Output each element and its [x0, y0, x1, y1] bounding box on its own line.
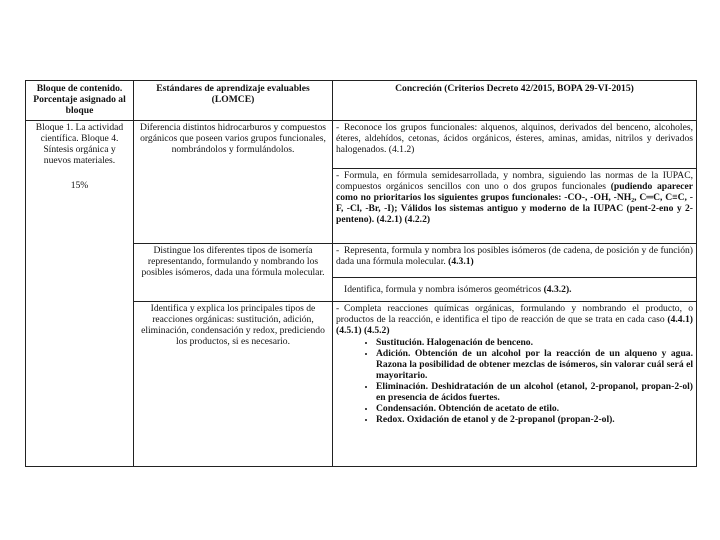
list-item: • Sustitución. Halogenación de benceno.	[376, 337, 693, 348]
list-item: • Adición. Obtención de un alcohol por la reacción de un alqueno y agua. Razona la posibilidad de obtener mezclas de isómeros, sin valorar cuál será el mayoritario.	[376, 348, 693, 381]
criterion-cell: - Completa reacciones químicas orgánicas, formulando y nombrando el producto, o productos de la reacción, e identifica el tipo de reacción de que se trata en cada caso (4.4.1) (4.5.1) (4.5.2) • Sustitución. Halogenación de benceno. • Adición. Obtención de un alcohol por la reacción de un alqueno y agua. Razona la posibilidad de obtener mezclas de isómeros, sin valorar cuál será el mayoritario. • Eliminación. Deshidratación de un alcohol (etanol, 2-propanol, propan-2-ol) en presencia de ácidos fuertes. • Condensación. Obtención de acetato de etilo. • Redox. Oxidación de etanol y de 2-propanol (propan-2-ol).	[333, 302, 697, 467]
header-estandares: Estándares de aprendizaje evaluables (LOMCE)	[134, 81, 333, 121]
criteria-table	[25, 80, 697, 467]
criterion-text: Completa reacciones químicas orgánicas, formulando y nombrando el producto, o productos de la reacción, e identifica el tipo de reacción de que se trata en cada caso	[336, 303, 693, 326]
criterion-cell: - Representa, formula y nombra los posibles isómeros (de cadena, de posición y de función) dada una fórmula molecular. (4.3.1)	[333, 243, 697, 277]
list-item: • Eliminación. Deshidratación de un alcohol (etanol, 2-propanol, propan-2-ol) en presencia de ácidos fuertes.	[376, 381, 693, 403]
criterion-cell: - Reconoce los grupos funcionales: alquenos, alquinos, derivados del benceno, alcoholes, éteres, aldehídos, cetonas, ácidos orgánicos, ésteres, aminas, amidas, nitrilos y derivados halogenados. (4.1.2)	[333, 121, 697, 169]
criterion-text: Formula, en fórmula semidesarrollada, y nombra, siguiendo las normas de la IUPAC, compuestos orgánicos sencillos con uno o dos grupos funcionales	[336, 170, 693, 193]
criterion-ref: (4.1.2)	[388, 144, 415, 156]
header-row	[26, 81, 697, 121]
criterion-cell	[333, 278, 697, 302]
list-item: • Condensación. Obtención de acetato de etilo.	[376, 403, 693, 414]
reaction-list	[336, 337, 693, 425]
criterion-bold: (pudiendo aparecer como no prioritarios los siguientes grupos funcionales: -CO-, -OH, -NH₂, C═C, C≡C, -F, -Cl, -Br, -I); Válidos los sistemas antiguo y moderno de la IUPAC (pent-2-eno y 2-penteno). (4.2.1) (4.2.2)	[336, 181, 693, 226]
header-concrecion: Concreción (Criterios Decreto 42/2015, BOPA 29-VI-2015)	[333, 81, 697, 121]
bloque-title: Bloque 1. La actividad científica. Bloque 4. Síntesis orgánica y nuevos materiales.	[35, 122, 124, 167]
standard-cell: Diferencia distintos hidrocarburos y compuestos orgánicos que poseen varios grupos funcionales, nombrándolos y formulándolos.	[134, 121, 333, 244]
standard-cell: Distingue los diferentes tipos de isomería representando, formulando y nombrando los posibles isómeros, dada una fórmula molecular.	[134, 243, 333, 301]
criterion-cell: - Formula, en fórmula semidesarrollada, y nombra, siguiendo las normas de la IUPAC, compuestos orgánicos sencillos con uno o dos grupos funcionales (pudiendo aparecer como no prioritarios los siguientes grupos funcionales: -CO-, -OH, -NH₂, C═C, C≡C, -F, -Cl, -Br, -I); Válidos los sistemas antiguo y moderno de la IUPAC (pent-2-eno y 2-penteno). (4.2.1) (4.2.2)	[333, 169, 697, 243]
criterion-ref: (4.4.1) (4.5.1) (4.5.2)	[336, 314, 693, 337]
standard-cell: Identifica y explica los principales tipos de reacciones orgánicas: sustitución, adición, eliminación, condensación y redox, prediciendo los productos, si es necesario.	[134, 302, 333, 467]
table-row	[26, 121, 697, 169]
bloque-percent: 15%	[70, 180, 89, 192]
criterion-text: Identifica, formula y nombra isómeros geométricos	[344, 284, 542, 296]
criterion-ref: (4.3.2).	[543, 284, 572, 296]
criterion-text: Representa, formula y nombra los posibles isómeros (de cadena, de posición y de función) dada una fórmula molecular.	[336, 244, 693, 267]
bloque-cell	[26, 121, 134, 467]
criterion-ref: (4.3.1)	[448, 255, 474, 267]
header-bloque: Bloque de contenido. Porcentaje asignado al bloque	[26, 81, 134, 121]
criterion-text: Reconoce los grupos funcionales: alquenos, alquinos, derivados del benceno, alcoholes, éteres, aldehídos, cetonas, ácidos orgánicos, ésteres, aminas, amidas, nitrilos y derivados halogenados.	[336, 122, 693, 156]
list-item: • Redox. Oxidación de etanol y de 2-propanol (propan-2-ol).	[376, 414, 693, 425]
